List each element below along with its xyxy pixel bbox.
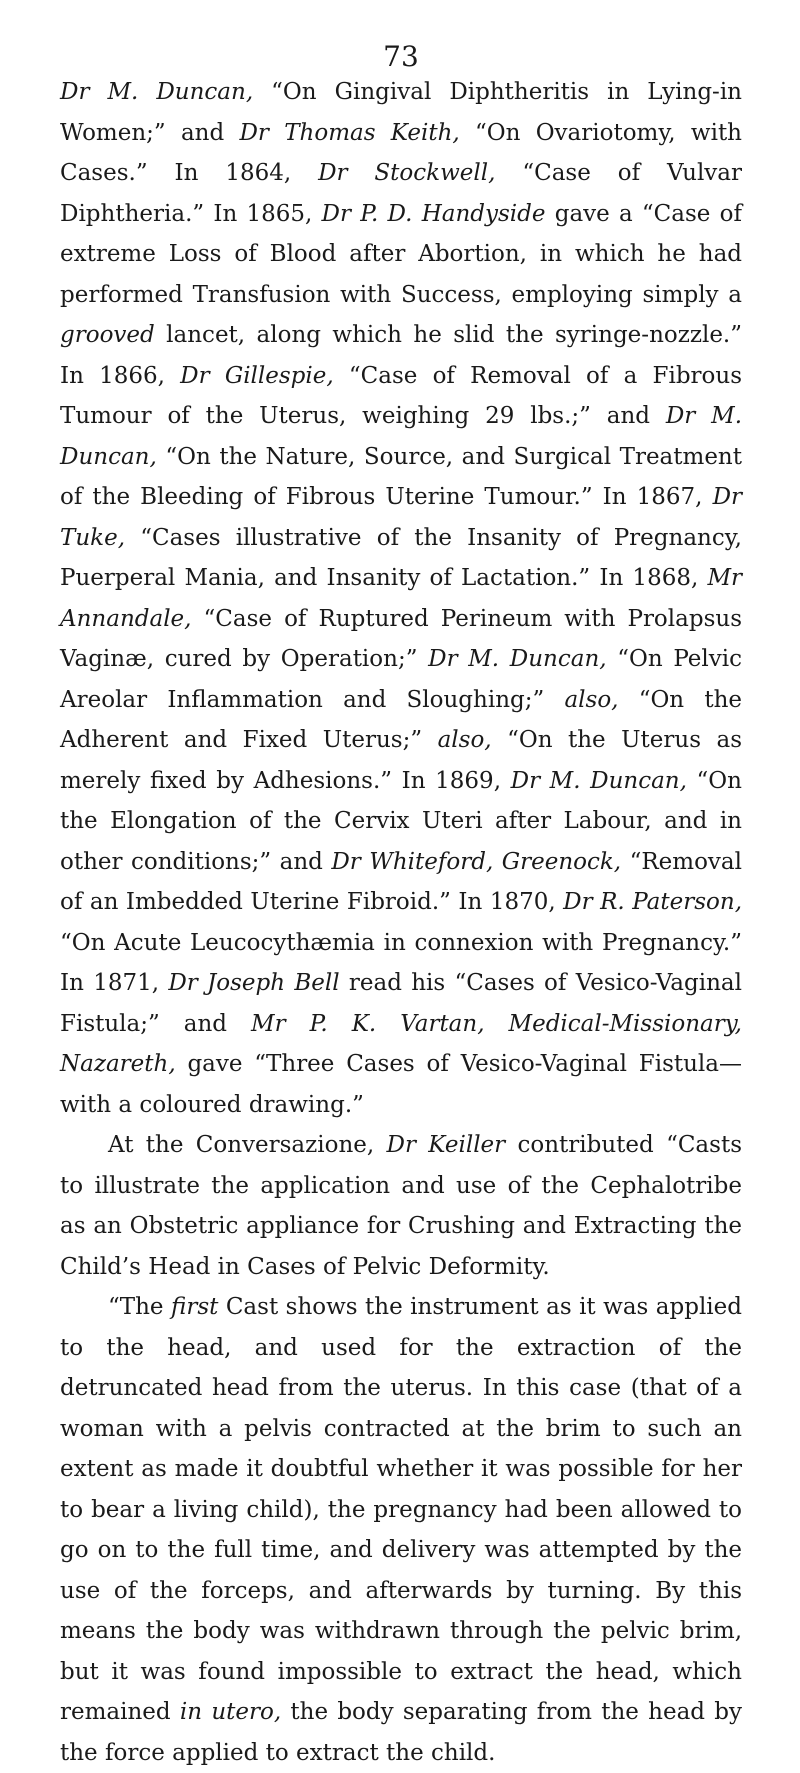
- emphasis: also,: [437, 727, 492, 753]
- author-name: Dr Joseph Bell: [168, 970, 340, 996]
- text: “The: [108, 1294, 171, 1320]
- text: gave a “Case of extreme Loss of Blood after Abortion, in which he had performed Transfusion with Success, employing simply a: [60, 200, 742, 308]
- author-name: Dr Stockwell,: [318, 160, 496, 186]
- author-name: Mr P. K. Vartan, Medical-Missionary, Nazareth,: [60, 1010, 742, 1077]
- paragraph-conversazione: [60, 1125, 742, 1287]
- text: “Removal of an Imbedded Uterine Fibroid.” In 1870,: [60, 848, 742, 915]
- emphasis: first: [170, 1294, 219, 1320]
- text: “On the Adherent and Fixed Uterus;”: [60, 686, 742, 753]
- author-name: Dr M. Duncan,: [60, 403, 742, 470]
- emphasis: also,: [564, 686, 619, 713]
- text: “On the Elongation of the Cervix Uteri after Labour, and in other conditions;” and: [60, 767, 742, 875]
- author-name: Dr Gillespie,: [180, 362, 334, 389]
- text: “Case of Removal of a Fibrous Tumour of the Uterus, weighing 29 lbs.;” and: [60, 362, 742, 429]
- author-name: Mr Annandale,: [60, 565, 742, 632]
- text: “Case of Vulvar Diphtheria.” In 1865,: [60, 160, 743, 227]
- text: Cast shows the instrument as it was applied to the head, and used for the extraction of the detruncated head from the uterus. In this case (that of a woman with a pelvis contracted at the brim to such an extent as made it doubtful whether it was possible for her to bear a living child), the pregnancy had been allowed to go on to the full time, and delivery was attempted by the use of the forceps, and afterwards by turning. By this means the body was withdrawn through the pelvic brim, but it was found impossible to extract the head, which remained: [60, 1294, 742, 1725]
- text: “On Ovariotomy, with Cases.” In 1864,: [60, 119, 742, 186]
- text: the body separating from the head by the force applied to extract the child.: [60, 1699, 742, 1766]
- text: contributed “Casts to illustrate the application and use of the Cephalotribe as an Obstetric appliance for Crushing and Extracting the Child’s Head in Cases of Pelvic Deformity.: [60, 1132, 742, 1280]
- text: At the Conversazione,: [108, 1132, 387, 1158]
- text: “On Gingival Diphtheritis in Lying-in Women;” and: [60, 79, 742, 146]
- author-name: Dr M. Duncan,: [428, 646, 607, 672]
- author-name: Dr R. Paterson,: [563, 889, 743, 915]
- author-name: Dr Whiteford, Greenock,: [331, 848, 622, 875]
- text: read his “Cases of Vesico-Vaginal Fistula;” and: [60, 970, 742, 1037]
- text: gave “Three Cases of Vesico-Vaginal Fistula—with a coloured drawing.”: [60, 1051, 742, 1118]
- emphasis: in utero,: [179, 1699, 282, 1725]
- page-number: 73: [383, 40, 419, 73]
- text: “On Pelvic Areolar Inflammation and Sloughing;”: [60, 646, 742, 713]
- author-name: Dr M. Duncan,: [60, 79, 254, 105]
- paragraph-society-papers: [60, 72, 742, 1125]
- author-name: Dr Keiller: [386, 1132, 506, 1158]
- emphasis: grooved: [60, 322, 155, 348]
- author-name: Dr Thomas Keith,: [239, 119, 460, 146]
- text: lancet, along which he slid the syringe-nozzle.” In 1866,: [60, 322, 742, 389]
- text: “On the Nature, Source, and Surgical Treatment of the Bleeding of Fibrous Uterine Tumour.” In 1867,: [60, 443, 742, 510]
- text: “On Acute Leucocythæmia in connexion with Pregnancy.” In 1871,: [60, 929, 742, 996]
- author-name: Dr Tuke,: [60, 484, 742, 551]
- text: “On the Uterus as merely fixed by Adhesions.” In 1869,: [60, 727, 742, 794]
- author-name: Dr M. Duncan,: [510, 767, 687, 794]
- text: “Case of Ruptured Perineum with Prolapsus Vaginæ, cured by Operation;”: [60, 605, 742, 672]
- author-name: Dr P. D. Handyside: [321, 200, 546, 227]
- text: “Cases illustrative of the Insanity of Pregnancy, Puerperal Mania, and Insanity of Lactation.” In 1868,: [60, 524, 742, 591]
